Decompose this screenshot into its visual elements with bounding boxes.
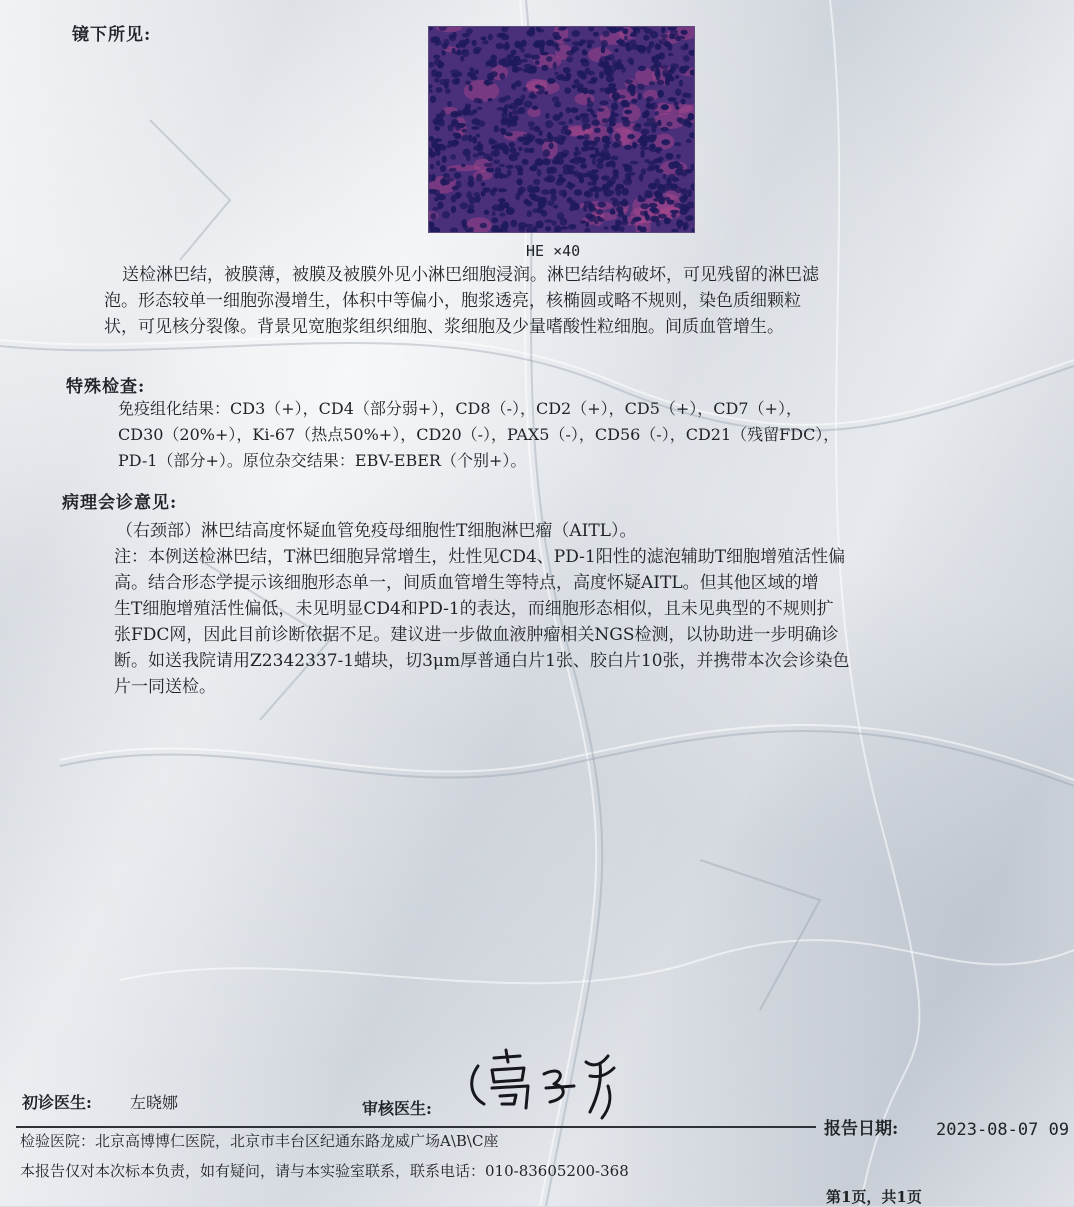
- review-doctor-label: 审核医生:: [362, 1099, 432, 1118]
- immunohistochemistry-results: [118, 396, 839, 474]
- report-date-label: 报告日期:: [824, 1119, 899, 1139]
- microscopy-line: 泡。形态较单一细胞弥漫增生，体积中等偏小，胞浆透亮，核椭圆或略不规则，染色质细颗粒: [104, 291, 801, 311]
- ihc-line: 免疫组化结果：CD3（+），CD4（部分弱+），CD8（-），CD2（+），CD5（+），CD7（+），: [118, 399, 802, 418]
- consultation-line: 断。如送我院请用Z2342337-1蜡块，切3μm厚普通白片1张、胶白片10张，并携带本次会诊染色: [114, 651, 850, 671]
- micrograph-cells: [429, 27, 694, 232]
- ihc-line: PD-1（部分+）。原位杂交结果：EBV-EBER（个别+）。: [118, 451, 527, 470]
- microscopy-line: 送检淋巴结，被膜薄，被膜及被膜外见小淋巴细胞浸润。淋巴结结构破坏，可见残留的淋巴滤: [122, 265, 819, 285]
- microscopy-findings: [104, 262, 819, 340]
- page-info: 第1页，共1页: [826, 1188, 922, 1206]
- consultation-line: 生T细胞增殖活性偏低，未见明显CD4和PD-1的表达，而细胞形态相似，且未见典型的不规则扩: [114, 599, 834, 619]
- microscopy-line: 状，可见核分裂像。背景见宽胞浆组织细胞、浆细胞及少量嗜酸性粒细胞。间质血管增生。: [104, 317, 784, 337]
- consultation-line: 张FDC网，因此目前诊断依据不足。建议进一步做血液肿瘤相关NGS检测，以协助进一步明确诊: [114, 625, 839, 645]
- microscopy-heading: 镜下所见:: [72, 25, 152, 45]
- consultation-line: 高。结合形态学提示该细胞形态单一，间质血管增生等特点，高度怀疑AITL。但其他区域的增: [114, 573, 819, 593]
- micrograph-caption: HE ×40: [526, 242, 581, 260]
- footer-divider: [16, 1126, 816, 1128]
- consultation-line: 注：本例送检淋巴结，T淋巴细胞异常增生，灶性见CD4、PD-1阳性的滤泡辅助T细胞增殖活性偏: [114, 547, 846, 567]
- hospital-address: 检验医院：北京高博博仁医院，北京市丰台区纪通东路龙威广场A\B\C座: [20, 1132, 499, 1150]
- initial-doctor-label: 初诊医生:: [22, 1093, 92, 1112]
- ihc-line: CD30（20%+），Ki-67（热点50%+），CD20（-），PAX5（-），CD56（-），CD21（残留FDC），: [118, 425, 840, 444]
- he-stain-micrograph: [428, 26, 695, 233]
- consultation-opinion: [114, 518, 850, 700]
- report-disclaimer: 本报告仅对本次标本负责，如有疑问，请与本实验室联系，联系电话：010-83605200-368: [20, 1162, 629, 1180]
- initial-doctor-name: 左晓娜: [130, 1093, 179, 1112]
- consultation-heading: 病理会诊意见:: [62, 493, 178, 513]
- report-date-value: 2023-08-07 09: [936, 1120, 1070, 1140]
- consultation-line: 片一同送检。: [114, 677, 216, 697]
- special-exam-heading: 特殊检查:: [66, 377, 146, 397]
- consultation-line: （右颈部）淋巴结高度怀疑血管免疫母细胞性T细胞淋巴瘤（AITL）。: [116, 521, 637, 541]
- review-doctor-signature: [462, 1046, 632, 1126]
